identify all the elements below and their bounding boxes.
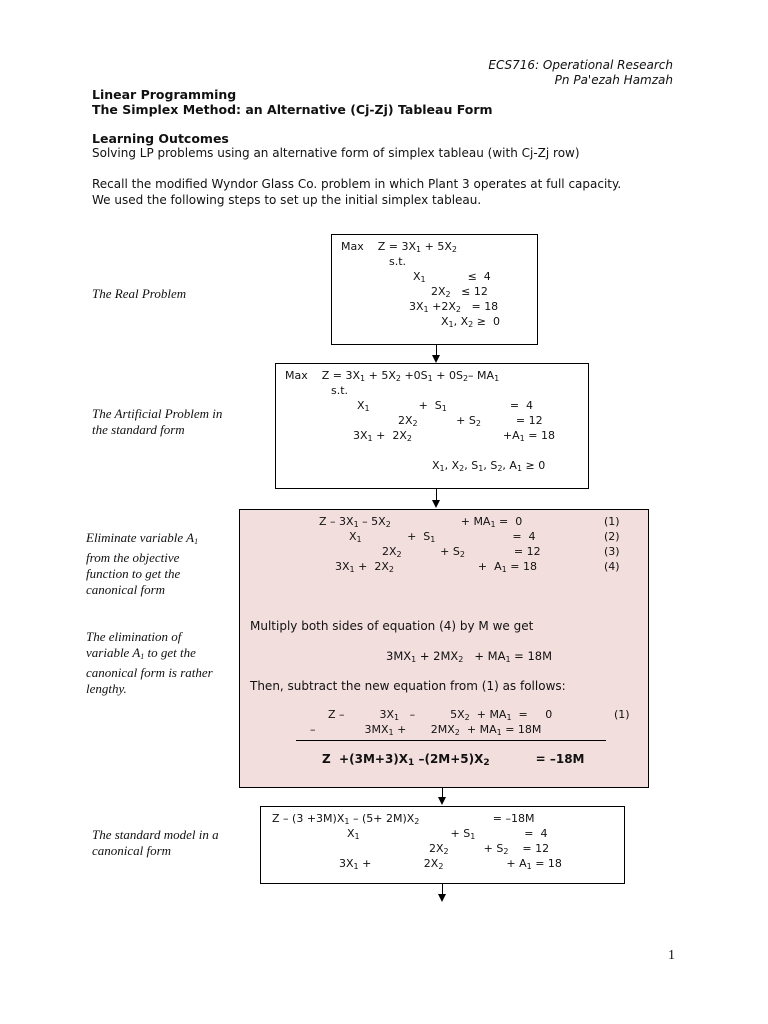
artificial-c1: $X_1$ + $S_1$ = 4	[357, 399, 534, 413]
artificial-c2: $2X_2$ + $S_2$ = 12	[398, 414, 543, 428]
arrow-down-icon	[432, 500, 440, 508]
real-c3: $3X_1 +2X_2 = 18$	[409, 300, 499, 314]
lecturer-header: Pn Pa'ezah Hamzah	[554, 73, 673, 87]
artificial-c3: $3X_1 + 2X_2$ $+A_1 = 18$	[353, 429, 555, 443]
result-equation: $Z +(3M+3)X_1$ $-(2M+5)X_2$ = –18M	[322, 752, 585, 768]
artificial-nonneg: $X_1$, $X_2$, $S_1$, $S_2$, $A_1 \ge 0$	[432, 459, 546, 473]
elim-eq-2: $X_1$ + $S_1$ = 4	[349, 530, 536, 544]
label-artificial-problem: The Artificial Problem in the standard form	[92, 406, 223, 437]
subtract-row-2: – $3MX_1$ + $2MX_2 + MA_1 = 18M$	[310, 723, 542, 737]
std-eq-2: $X_1$ + $S_1$ = 4	[347, 827, 548, 841]
std-eq-4: $3X_1$ + $2X_2$ + $A_1 = 18$	[339, 857, 562, 871]
real-nonneg: $X_1$, $X_2 \ge 0$	[441, 315, 500, 329]
real-st: s.t.	[389, 255, 407, 268]
arrow-down-icon	[438, 894, 446, 902]
subtract-row-1: Z – $3X_1$ – $5X_2 + MA_1$ = 0	[328, 708, 553, 722]
real-c1: $X_1$ ≤ 4	[413, 270, 491, 284]
eq-number-1: (1)	[604, 515, 620, 528]
eq-number-1-repeat: (1)	[614, 708, 630, 721]
elim-eq-1: Z – $3X_1 - 5X_2$ + $MA_1 = 0$	[319, 515, 523, 529]
learning-outcomes-heading: Learning Outcomes	[92, 131, 229, 146]
arrow-down-icon	[432, 355, 440, 363]
real-c2: $2X_2 \le 12$	[431, 285, 488, 299]
eq-number-4: (4)	[604, 560, 620, 573]
eq-number-2: (2)	[604, 530, 620, 543]
std-eq-3: $2X_2$ + $S_2$ = 12	[429, 842, 550, 856]
arrow-down-icon	[438, 797, 446, 805]
multiply-instruction: Multiply both sides of equation (4) by M we get	[250, 619, 534, 633]
intro-line-1: Recall the modified Wyndor Glass Co. problem in which Plant 3 operates at full capacity.	[92, 177, 622, 191]
label-real-problem: The Real Problem	[92, 286, 187, 301]
multiplied-equation: $3MX_1 + 2MX_2 + MA_1 = 18M$	[386, 649, 553, 664]
elim-eq-4: $3X_1 + 2X_2$ + $A_1 = 18$	[335, 560, 537, 574]
std-eq-1: $Z - (3 +3M)X_1 - (5+ 2M)X_2$ = –18M	[272, 812, 535, 826]
page-number: 1	[668, 948, 675, 963]
eq-number-3: (3)	[604, 545, 620, 558]
artificial-st: s.t.	[331, 384, 349, 397]
elim-eq-3: $2X_2$ + $S_2$ = 12	[382, 545, 541, 559]
learning-outcomes-text: Solving LP problems using an alternative form of simplex tableau (with Cj-Zj row)	[92, 146, 580, 160]
real-objective: Max $Z = 3X_1 + 5X_2$	[341, 240, 457, 254]
label-standard-model: The standard model in a canonical form	[92, 827, 219, 858]
title-line-2: The Simplex Method: an Alternative (Cj-Zj) Tableau Form	[92, 102, 493, 117]
title-line-1: Linear Programming	[92, 87, 237, 102]
intro-line-2: We used the following steps to set up the initial simplex tableau.	[92, 193, 482, 207]
course-header: ECS716: Operational Research	[488, 58, 673, 72]
subtraction-rule	[296, 740, 606, 741]
label-elimination-lengthy: The elimination of variable $A_1$ to get the canonical form is rather lengthy.	[86, 629, 213, 696]
artificial-objective: Max $Z = 3X_1 + 5X_2 +0S_1 + 0S_2-$ $MA_1$	[285, 369, 500, 383]
label-eliminate-variable: Eliminate variable $A_1$ from the objective function to get the canonical form	[86, 530, 199, 597]
subtract-instruction: Then, subtract the new equation from (1) as follows:	[250, 679, 566, 693]
